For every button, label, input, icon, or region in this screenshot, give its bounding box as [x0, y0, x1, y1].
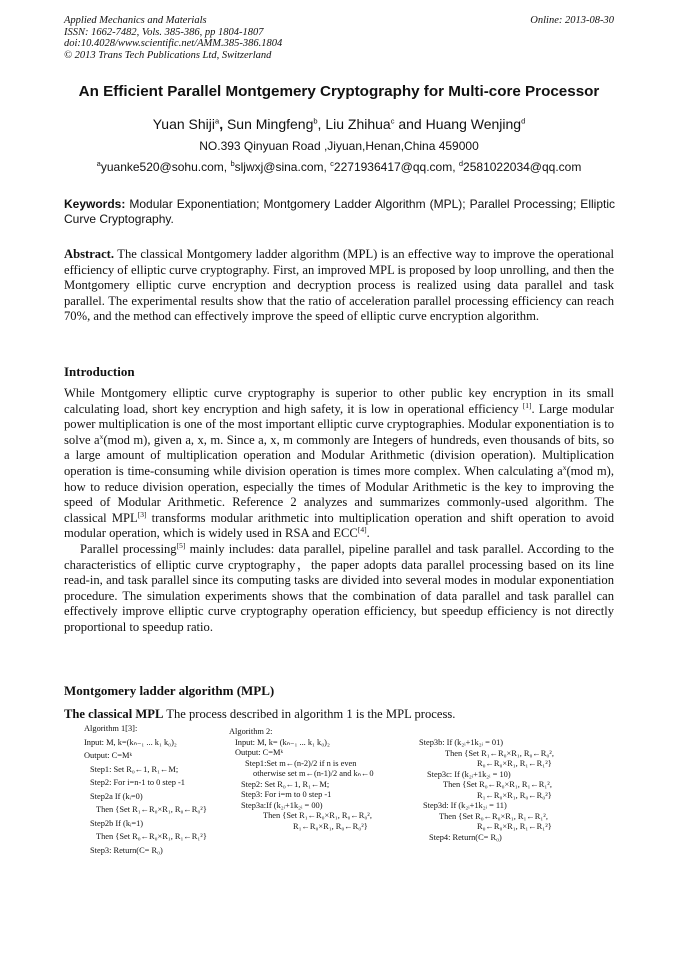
- email-address[interactable]: sljwxj@sina.com: [234, 160, 324, 174]
- alg-line: Step3: Return(C= R₀): [90, 845, 163, 855]
- alg-line: Step2: Set R₀←1, R₁←M;: [241, 779, 330, 789]
- alg-line: Step3: For i=m to 0 step -1: [241, 790, 332, 799]
- mpl-lead-bold: The classical MPL: [64, 707, 164, 721]
- author-mark: a: [215, 116, 220, 126]
- exponent: x: [562, 462, 567, 472]
- mpl-lead-text: The process described in algorithm 1 is the MPL process.: [163, 707, 456, 721]
- intro-paragraph-1: [64, 386, 614, 542]
- online-date: Online: 2013-08-30: [530, 15, 614, 26]
- email-address[interactable]: 2581022034@qq.com: [463, 160, 582, 174]
- alg-line: Step3c: If (k₂ᵢ+1k₂ᵢ = 10): [427, 769, 511, 779]
- alg-line: Then {Set R₁←R₀×R₁, R₀←R₀²,: [445, 748, 554, 758]
- alg-line: R₁←R₀×R₁, R₀←R₀²}: [477, 790, 552, 800]
- alg-line: Input: M, k= (kₙ₋₁ ... k₁ k₀)₂: [235, 737, 330, 747]
- text-run: mainly includes: data parallel, pipeline parallel and task parallel. According to the characteristics of elliptic curve cryptography，the paper adopts data parallel processing based on its line read-in, and task parallel since its computing tasks are divided into several modes in modular exponentiation procedure. The simulation experiments shows that the combination of data parallel and task parallel can effectively improve elliptic curve cryptography operation efficiency, but speedup efficiency is not directly proportional to speedup ratio.: [64, 541, 614, 634]
- abstract: [64, 247, 614, 325]
- keywords-text: Modular Exponentiation; Montgomery Ladder Algorithm (MPL); Parallel Processing; Elliptic Curve Cryptography.: [64, 197, 615, 226]
- alg-line: R₁←R₀×R₁, R₀←R₀²}: [293, 821, 368, 831]
- text-run: .: [366, 526, 370, 541]
- author-mark: d: [521, 116, 526, 126]
- author-name: Yuan Shiji: [152, 116, 216, 132]
- email-mark: b: [230, 159, 235, 168]
- algorithm-1: [84, 724, 224, 856]
- alg-line: Step2: For i=n-1 to 0 step -1: [90, 778, 185, 787]
- alg-line: Step2a If (kᵢ=0): [90, 791, 143, 801]
- exponent: x: [99, 431, 104, 441]
- keywords: [64, 197, 615, 227]
- text-run: Parallel processing: [80, 541, 177, 556]
- author-name: Sun Mingfeng: [226, 116, 314, 132]
- email-address[interactable]: 2271936417@qq.com: [333, 160, 453, 174]
- author-name: Huang Wenjing: [425, 116, 522, 132]
- intro-paragraph-2: [64, 542, 614, 636]
- alg-line: Then {Set R₀←R₀×R₁, R₁←R₁²,: [443, 780, 552, 789]
- mpl-heading: Montgomery ladder algorithm (MPL): [64, 683, 275, 698]
- alg-line: Step2b If (kᵢ=1): [90, 818, 144, 828]
- email-list: $^a$yuanke520@sohu.com, $^b$sljwxj@sina.com, $^c$2271936417@qq.com, $^d$2581022034@qq.com: [96, 159, 582, 174]
- email-mark: d: [458, 159, 464, 168]
- doi-line: doi:10.4028/www.scientific.net/AMM.385-386.1804: [64, 38, 283, 49]
- alg-line: R₀←R₀×R₁, R₁←R₁²}: [477, 759, 552, 768]
- author-mark: c: [390, 116, 395, 126]
- issn-line: ISSN: 1662-7482, Vols. 385-386, pp 1804-1807: [64, 26, 264, 38]
- alg-line: Algorithm 2:: [229, 727, 273, 736]
- alg-line: Step3b: If (k₂ᵢ+1k₂ᵢ = 01): [419, 738, 504, 747]
- alg-line: Then {Set R₁←R₀×R₁, R₀←R₀²}: [96, 805, 207, 814]
- journal-header: [64, 15, 282, 61]
- mpl-lead: [64, 707, 455, 722]
- alg-line: Output: C=Mᵏ: [84, 751, 133, 760]
- alg-line: Then {Set R₀←R₀×R₁, R₁←R₁²,: [439, 811, 548, 821]
- email-mark: c: [330, 159, 334, 168]
- author-list: Yuan Shiji$^a$, Sun Mingfeng$^b$, Liu Zhihua$^c$ and Huang Wenjing$^d$: [152, 116, 526, 132]
- citation: [1]: [522, 400, 532, 410]
- alg-line: Output: C=Mᵏ: [235, 748, 284, 757]
- alg-line: Step1: Set R₀←1, R₁←M;: [90, 764, 179, 774]
- alg-line: Step3a:If (k₂ᵢ+1k₂ᵢ = 00): [241, 800, 323, 810]
- abstract-label: Abstract.: [64, 247, 115, 261]
- algorithm-2: [229, 727, 409, 832]
- paper-title: An Efficient Parallel Montgemery Cryptography for Multi-core Processor: [78, 83, 600, 100]
- email-address[interactable]: yuanke520@sohu.com: [100, 160, 224, 174]
- introduction-heading: Introduction: [64, 364, 135, 379]
- alg-line: Then {Set R₁←R₀×R₁, R₀←R₀²,: [263, 811, 372, 820]
- alg-line: Algorithm 1[3]:: [84, 724, 138, 733]
- alg-line: Input: M, k=(kₙ₋₁ ... k₁ k₀)₂: [84, 737, 177, 747]
- alg-line: Step4: Return(C= R₀): [429, 832, 502, 842]
- alg-line: otherwise set m←(n-1)/2 and kₙ←0: [253, 769, 374, 778]
- abstract-text: The classical Montgomery ladder algorithm (MPL) is an effective way to improve the operational efficiency of elliptic curve cryptography. First, an improved MPL is proposed by loop unrolling, and then the Montgomery elliptic curve encryption and decryption process is realized using data parallel and task parallel. The experimental results show that the ratio of acceleration parallel processing efficiency can reach 70%, and the method can effectively improve the speed of elliptic curve encryption algorithm.: [64, 247, 614, 324]
- alg-line: Then {Set R₀←R₀×R₁, R₁←R₁²}: [96, 832, 207, 841]
- copyright-line: © 2013 Trans Tech Publications Ltd, Switzerland: [64, 49, 272, 61]
- text-run: (mod m), given a, x, m. Since a, x, m commonly are Integers of hundreds, even thousands of bits, so a large amount of multiplication operation and Modular Arithmetic (division operation). Multiplication operation is time-consuming while division operation is times more complex. When calculating a: [64, 432, 614, 478]
- citation: [4]: [357, 525, 367, 535]
- citation: [5]: [176, 540, 186, 550]
- keywords-label: Keywords:: [64, 197, 126, 211]
- text-run: (mod m), how to reduce division operation, especially the times of Modular Arithmetic is the key to improving the speed of Modular Arithmetic. Reference 2 analyzes and summarizes commonly-used algorithm. The classical MPL: [64, 463, 614, 525]
- email-mark: a: [96, 159, 101, 168]
- introduction-body: [64, 386, 614, 636]
- alg-line: Step1:Set m←(n-2)/2 if n is even: [245, 758, 357, 768]
- affiliation: NO.393 Qinyuan Road ,Jiyuan,Henan,China 459000: [199, 139, 479, 153]
- alg-line: R₀←R₀×R₁, R₁←R₁²}: [477, 822, 552, 831]
- text-run: transforms modular arithmetic into multiplication operation and shift operation to avoid modular operation, which is widely used in RSA and ECC: [64, 510, 614, 541]
- alg-line: Step3d: If (k₂ᵢ+1k₂ᵢ = 11): [423, 801, 507, 810]
- author-mark: b: [313, 116, 318, 126]
- citation: [3]: [137, 509, 147, 519]
- author-name: Liu Zhihua: [325, 116, 391, 132]
- journal-name: Applied Mechanics and Materials: [64, 15, 207, 26]
- text-run: . Large modular power multiplication is one of the most important elliptic curve cryptographies. Modular exponentiation is to solve a: [64, 401, 614, 447]
- text-run: While Montgomery elliptic curve cryptography is superior to other public key encryption in its small calculating load, short key encryption and high safety, it is low in operational efficiency: [64, 386, 614, 416]
- algorithm-2-continued: [419, 738, 609, 843]
